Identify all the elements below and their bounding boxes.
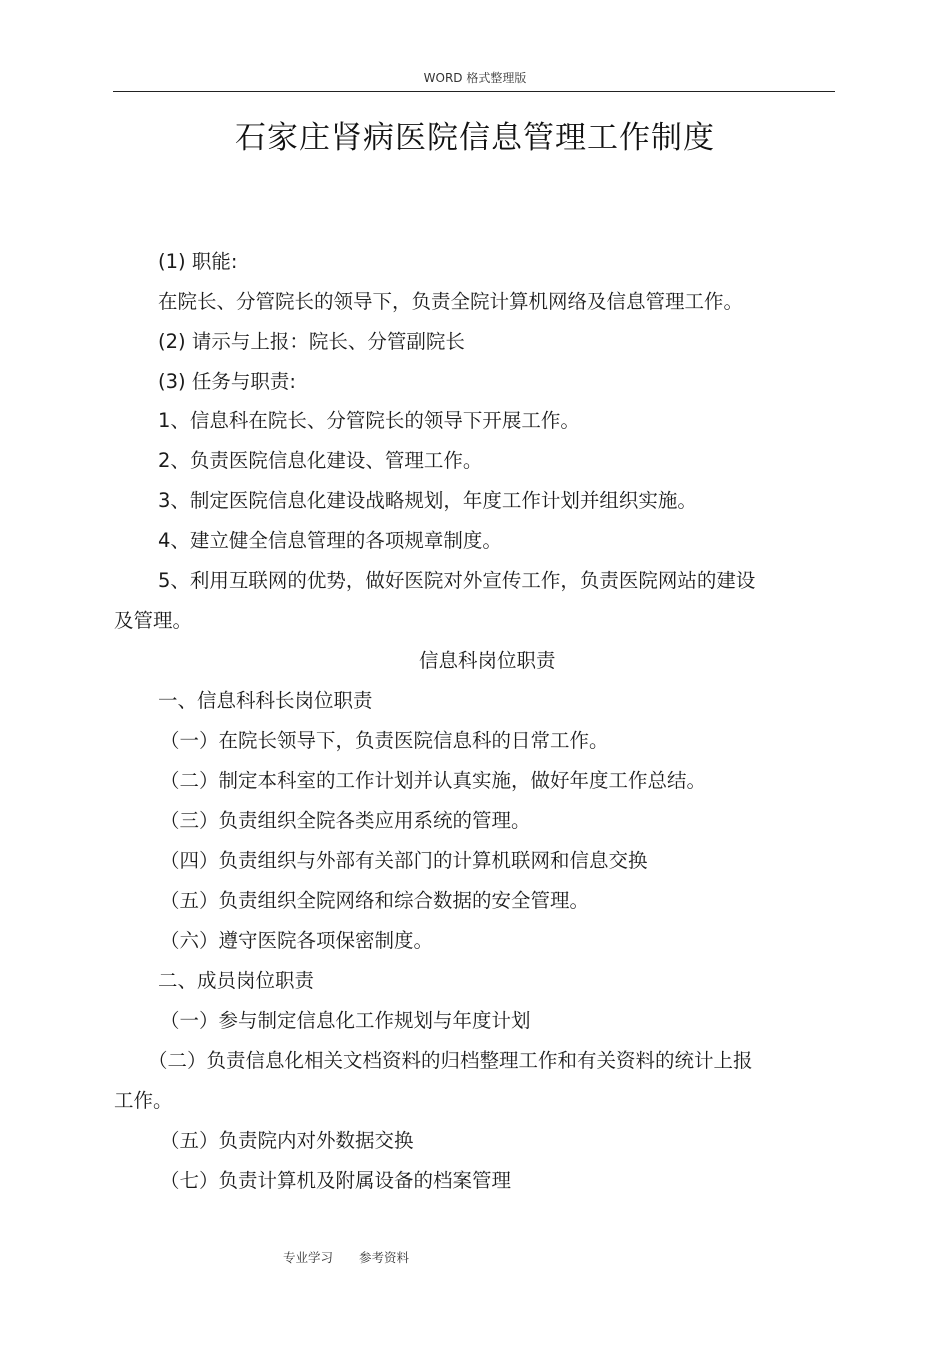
section-1-item-5: （五）负责组织全院网络和综合数据的安全管理。 — [160, 889, 590, 912]
duty-item-2: 2、负责医院信息化建设、管理工作。 — [158, 449, 483, 472]
section-1-item-1: （一）在院长领导下，负责医院信息科的日常工作。 — [160, 729, 609, 752]
section-1-heading: 一、信息科科长岗位职责 — [158, 689, 373, 712]
section-1-item-4: （四）负责组织与外部有关部门的计算机联网和信息交换 — [160, 849, 648, 872]
section-2-item-4: （七）负责计算机及附属设备的档案管理 — [160, 1169, 512, 1192]
footer-label-study: 专业学习 — [283, 1250, 334, 1265]
section-2-heading: 二、成员岗位职责 — [158, 969, 315, 992]
section-2-item-1: （一）参与制定信息化工作规划与年度计划 — [160, 1009, 531, 1032]
duty-item-1: 1、信息科在院长、分管院长的领导下开展工作。 — [158, 409, 580, 432]
duty-item-5-line2: 及管理。 — [114, 609, 193, 632]
footer-label-reference: 参考资料 — [359, 1250, 410, 1265]
document-title: 石家庄肾病医院信息管理工作制度 — [235, 120, 715, 156]
paragraph-function-heading: (1) 职能: — [158, 250, 238, 273]
section-title: 信息科岗位职责 — [419, 649, 556, 672]
paragraph-duties-heading: (3) 任务与职责: — [158, 370, 296, 393]
header-divider — [113, 91, 835, 92]
duty-item-3: 3、制定医院信息化建设战略规划，年度工作计划并组织实施。 — [158, 489, 697, 512]
paragraph-function-text: 在院长、分管院长的领导下，负责全院计算机网络及信息管理工作。 — [158, 290, 744, 313]
section-1-item-2: （二）制定本科室的工作计划并认真实施，做好年度工作总结。 — [160, 769, 707, 792]
duty-item-4: 4、建立健全信息管理的各项规章制度。 — [158, 529, 502, 552]
page-header: WORD 格式整理版 — [423, 71, 527, 85]
section-1-item-3: （三）负责组织全院各类应用系统的管理。 — [160, 809, 531, 832]
section-2-item-2-line1: （二）负责信息化相关文档资料的归档整理工作和有关资料的统计上报 — [148, 1049, 753, 1072]
section-2-item-2-line2: 工作。 — [114, 1089, 173, 1112]
duty-item-5-line1: 5、利用互联网的优势，做好医院对外宣传工作，负责医院网站的建设 — [158, 569, 756, 592]
paragraph-reporting: (2) 请示与上报：院长、分管副院长 — [158, 330, 465, 353]
section-1-item-6: （六）遵守医院各项保密制度。 — [160, 929, 434, 952]
section-2-item-3: （五）负责院内对外数据交换 — [160, 1129, 414, 1152]
